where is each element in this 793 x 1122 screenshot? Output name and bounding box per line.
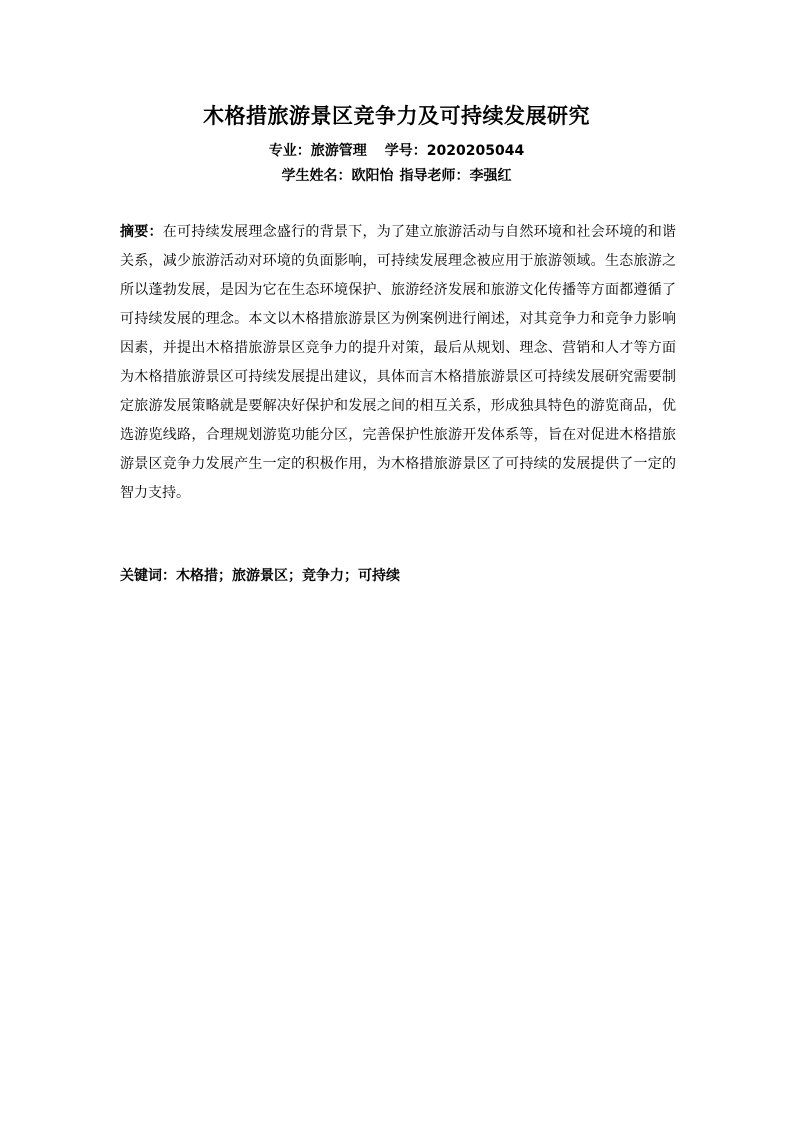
student-and-advisor-line (0, 166, 793, 186)
advisor-label: 指导老师： (399, 168, 470, 184)
keywords-line (120, 562, 676, 591)
abstract-label: 摘要： (120, 224, 163, 240)
major-label: 专业： (268, 143, 311, 159)
major-value: 旅游管理 (310, 143, 367, 159)
advisor-value: 李强红 (469, 168, 512, 184)
student-id-label: 学号： (384, 143, 427, 159)
major-and-id-line (0, 141, 793, 161)
paper-title: 木格措旅游景区竞争力及可持续发展研究 (203, 104, 590, 128)
student-name-value: 欧阳怡 (351, 168, 394, 184)
abstract-text: 在可持续发展理念盛行的背景下，为了建立旅游活动与自然环境和社会环境的和谐关系，减少旅游活动对环境的负面影响，可持续发展理念被应用于旅游领域。生态旅游之所以蓬勃发展，是因为它在生态环境保护、旅游经济发展和旅游文化传播等方面都遵循了可持续发展的理念。本文以木格措旅游景区为例案例进行阐述，对其竞争力和竞争力影响因素，并提出木格措旅游景区竞争力的提升对策，最后从规划、理念、营销和人才等方面为木格措旅游景区可持续发展提出建议，具体而言木格措旅游景区可持续发展研究需要制定旅游发展策略就是要解决好保护和发展之间的相互关系，形成独具特色的游览商品，优选游览线路，合理规划游览功能分区，完善保护性旅游开发体系等，旨在对促进木格措旅游景区竞争力发展产生一定的积极作用，为木格措旅游景区了可持续的发展提供了一定的智力支持。 (120, 224, 677, 501)
student-name-label: 学生姓名： (281, 168, 352, 184)
student-id-value: 2020205044 (426, 143, 525, 159)
abstract-paragraph (120, 218, 676, 508)
keywords-text: 木格措；旅游景区；竞争力；可持续 (176, 568, 400, 584)
keywords-label: 关键词： (120, 568, 176, 584)
